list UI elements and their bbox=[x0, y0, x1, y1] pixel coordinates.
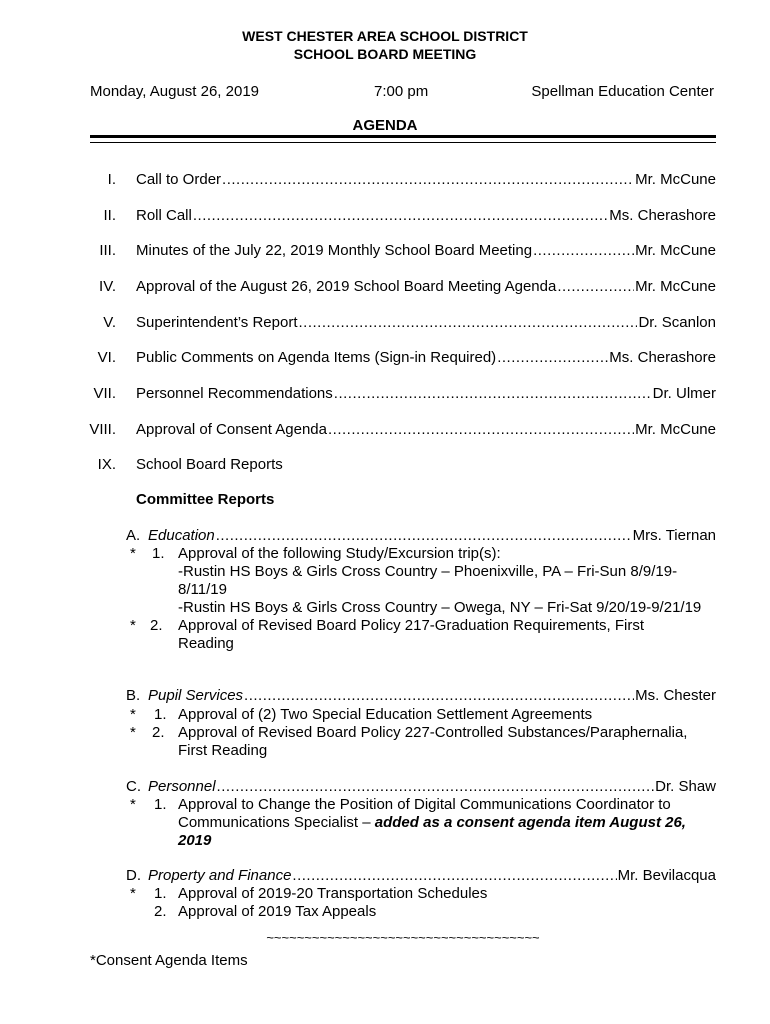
consent-note: added as a consent agenda item August 26, bbox=[374, 814, 686, 831]
committee-name: Personnel bbox=[148, 778, 216, 795]
item-text-line: First Reading bbox=[178, 742, 268, 759]
committee-presenter: Mrs. Tiernan bbox=[632, 527, 716, 544]
item-label: Approval of the August 26, 2019 School Board Meeting Agenda bbox=[136, 278, 557, 295]
agenda-item bbox=[60, 242, 716, 262]
committee-education bbox=[126, 527, 716, 544]
item-number: VII. bbox=[93, 385, 116, 402]
agenda-item bbox=[60, 207, 716, 227]
item-text-plain: Communications Specialist – bbox=[178, 814, 375, 831]
agenda-item bbox=[60, 278, 716, 298]
consent-star: * bbox=[130, 545, 136, 562]
divider-thick bbox=[90, 135, 716, 138]
item-label: Personnel Recommendations bbox=[136, 385, 333, 402]
item-presenter: Mr. McCune bbox=[635, 278, 716, 295]
agenda-item bbox=[60, 349, 716, 369]
dot-leader bbox=[334, 385, 652, 402]
committee-letter: C. bbox=[126, 778, 141, 795]
item-text: Approval of 2019-20 Transportation Schedules bbox=[178, 885, 488, 902]
district-title: WEST CHESTER AREA SCHOOL DISTRICT bbox=[242, 28, 528, 44]
dot-leader bbox=[193, 207, 608, 224]
item-text-line: Reading bbox=[178, 635, 234, 652]
item-text: Approval to Change the Position of Digital Communications Coordinator to bbox=[178, 796, 671, 813]
item-label: Public Comments on Agenda Items (Sign-in Required) bbox=[136, 349, 497, 366]
item-text-line: -Rustin HS Boys & Girls Cross Country – Owega, NY – Fri-Sat 9/20/19-9/21/19 bbox=[178, 599, 702, 616]
consent-star: * bbox=[130, 706, 136, 723]
item-label: Call to Order bbox=[136, 171, 222, 188]
agenda-item bbox=[60, 421, 716, 441]
dot-leader bbox=[328, 421, 634, 438]
item-text-line: 8/11/19 bbox=[178, 581, 227, 598]
item-presenter: Mr. McCune bbox=[635, 242, 716, 259]
item-presenter: Dr. Ulmer bbox=[652, 385, 716, 402]
consent-note-line: 2019 bbox=[178, 832, 212, 849]
item-text: Approval of (2) Two Special Education Settlement Agreements bbox=[178, 706, 593, 723]
dot-leader bbox=[222, 171, 634, 188]
item-text-line: -Rustin HS Boys & Girls Cross Country – Phoenixville, PA – Fri-Sun 8/9/19- bbox=[178, 563, 678, 580]
meeting-time: 7:00 pm bbox=[374, 83, 429, 100]
committee-presenter: Dr. Shaw bbox=[655, 778, 716, 795]
item-number: V. bbox=[103, 314, 116, 331]
item-number: I. bbox=[107, 171, 116, 188]
item-number: 1. bbox=[154, 796, 167, 813]
item-text: Approval of Revised Board Policy 217-Graduation Requirements, First bbox=[178, 617, 645, 634]
item-presenter: Mr. McCune bbox=[635, 421, 716, 438]
meeting-title: SCHOOL BOARD MEETING bbox=[293, 46, 477, 62]
item-label: Superintendent’s Report bbox=[136, 314, 298, 331]
dot-leader bbox=[244, 687, 634, 704]
dot-leader bbox=[497, 349, 608, 366]
item-number: 2. bbox=[152, 724, 165, 741]
committee-personnel bbox=[126, 778, 716, 795]
item-label: Minutes of the July 22, 2019 Monthly School Board Meeting bbox=[136, 242, 533, 259]
item-number: VIII. bbox=[89, 421, 116, 438]
committee-name: Property and Finance bbox=[148, 867, 292, 884]
meeting-date: Monday, August 26, 2019 bbox=[90, 83, 260, 100]
agenda-item bbox=[60, 456, 716, 476]
footnote: *Consent Agenda Items bbox=[90, 952, 248, 969]
consent-star: * bbox=[130, 724, 136, 741]
item-text: Approval of 2019 Tax Appeals bbox=[178, 903, 377, 920]
item-presenter: Ms. Cherashore bbox=[609, 349, 716, 366]
item-label: School Board Reports bbox=[136, 456, 283, 473]
item-presenter: Ms. Cherashore bbox=[609, 207, 716, 224]
dot-leader bbox=[292, 867, 616, 884]
divider-thin bbox=[90, 142, 716, 143]
committee-pupil-services bbox=[126, 687, 716, 704]
committee-property-finance bbox=[126, 867, 716, 884]
committee-name: Education bbox=[148, 527, 215, 544]
agenda-item bbox=[60, 314, 716, 334]
committee-letter: B. bbox=[126, 687, 141, 704]
item-number: 2. bbox=[154, 903, 167, 920]
agenda-item bbox=[60, 385, 716, 405]
item-number: III. bbox=[99, 242, 116, 259]
agenda-item bbox=[60, 171, 716, 191]
committee-name: Pupil Services bbox=[148, 687, 244, 704]
committee-letter: A. bbox=[126, 527, 141, 544]
consent-star: * bbox=[130, 885, 136, 902]
meeting-location: Spellman Education Center bbox=[531, 83, 714, 100]
item-number: II. bbox=[103, 207, 116, 224]
item-number: 1. bbox=[154, 706, 167, 723]
item-number: 1. bbox=[154, 885, 167, 902]
item-text-line bbox=[178, 814, 718, 832]
dot-leader bbox=[557, 278, 634, 295]
item-number: IV. bbox=[99, 278, 116, 295]
consent-star: * bbox=[130, 617, 136, 634]
item-presenter: Mr. McCune bbox=[635, 171, 716, 188]
item-number: 1. bbox=[152, 545, 165, 562]
tilde-divider: ~~~~~~~~~~~~~~~~~~~~~~~~~~~~~~~~~~~~ bbox=[266, 930, 540, 945]
committee-presenter: Mr. Bevilacqua bbox=[617, 867, 716, 884]
dot-leader bbox=[216, 527, 632, 544]
committee-letter: D. bbox=[126, 867, 141, 884]
agenda-title: AGENDA bbox=[352, 117, 418, 134]
item-label: Approval of Consent Agenda bbox=[136, 421, 327, 438]
item-number: IX. bbox=[97, 456, 116, 473]
committee-reports-heading: Committee Reports bbox=[136, 491, 275, 508]
dot-leader bbox=[299, 314, 638, 331]
item-number: VI. bbox=[97, 349, 116, 366]
item-number: 2. bbox=[150, 617, 163, 634]
item-presenter: Dr. Scanlon bbox=[638, 314, 716, 331]
dot-leader bbox=[217, 778, 655, 795]
dot-leader bbox=[533, 242, 634, 259]
item-text: Approval of the following Study/Excursion trip(s): bbox=[178, 545, 501, 562]
committee-presenter: Ms. Chester bbox=[635, 687, 716, 704]
item-label: Roll Call bbox=[136, 207, 192, 224]
item-text: Approval of Revised Board Policy 227-Controlled Substances/Paraphernalia, bbox=[178, 724, 688, 741]
consent-star: * bbox=[130, 796, 136, 813]
